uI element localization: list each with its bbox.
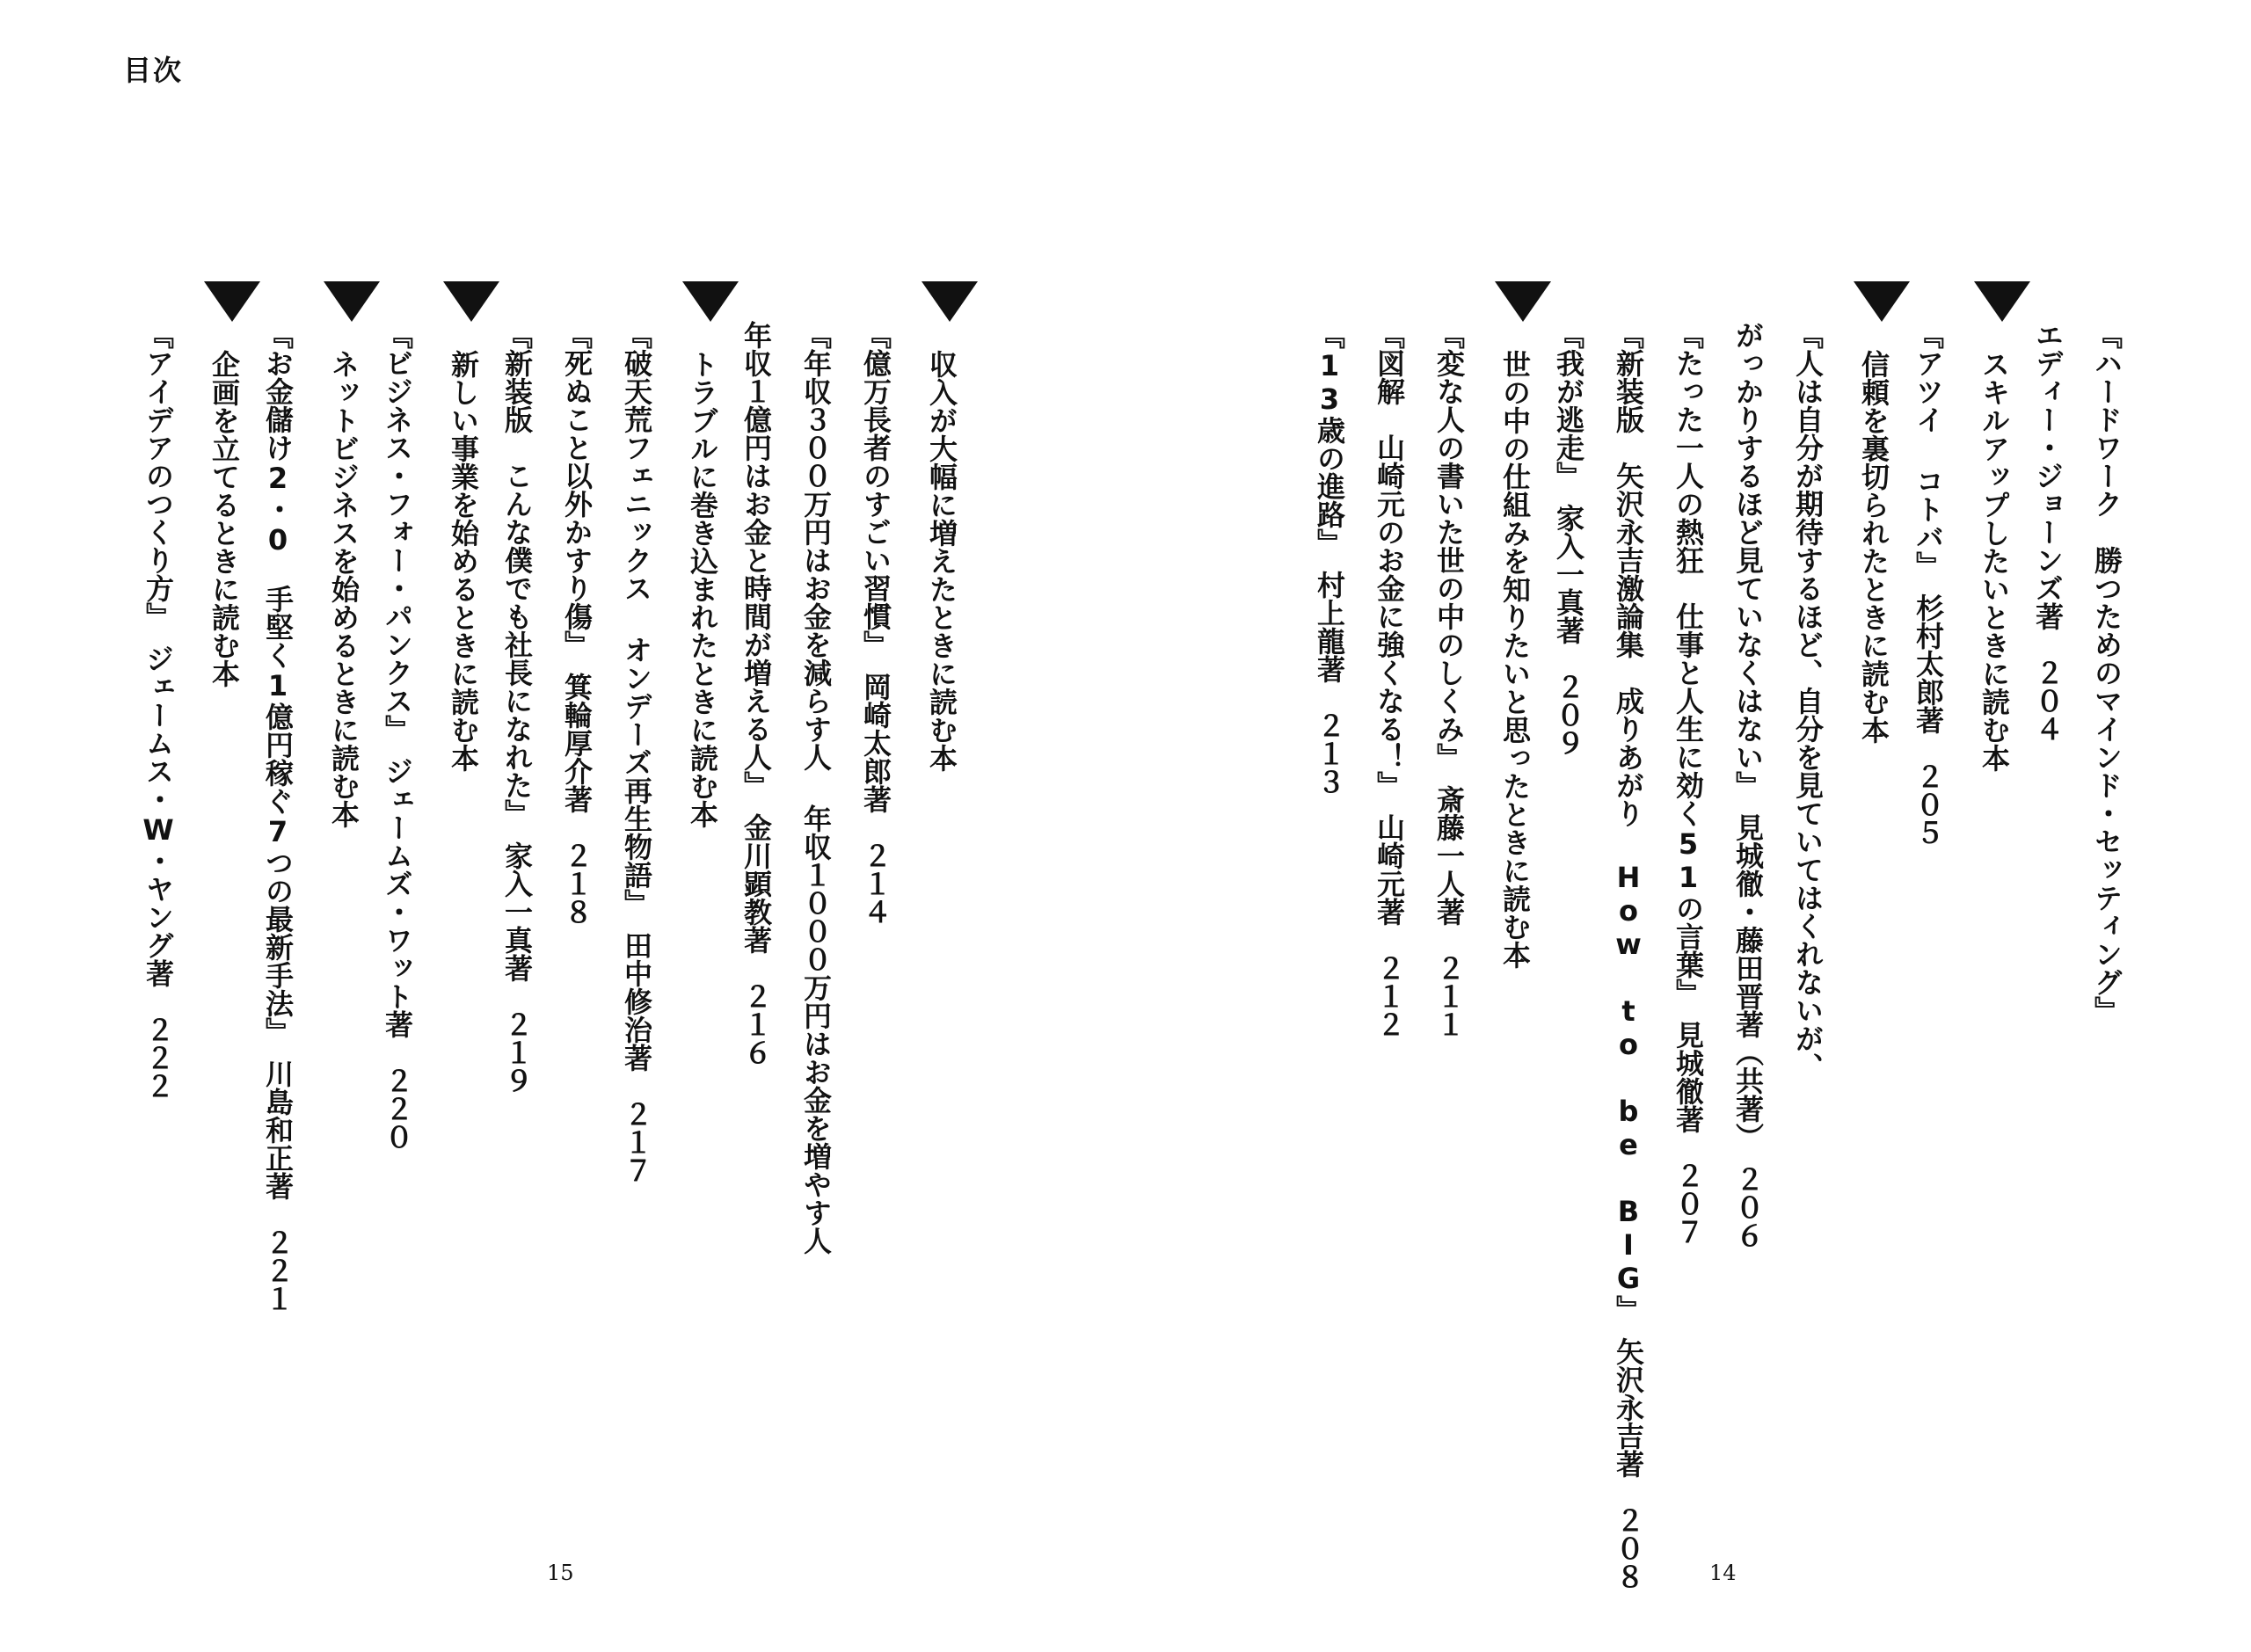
- triangle-marker-icon: [1495, 281, 1551, 322]
- toc-entry: 『13歳の進路』 村上龍著 ２１３: [1313, 321, 1346, 796]
- triangle-marker-icon: [1854, 281, 1910, 322]
- toc-section-heading: 信頼を裏切られたときに読む本: [1854, 281, 1910, 744]
- toc-section-heading: ネットビジネスを始めるときに読む本: [324, 281, 380, 828]
- toc-entry: 年収１億円はお金と時間が増える人』 金川顕教著 ２１６: [739, 321, 773, 1066]
- toc-entry: 『お金儲け2・0 手堅く1億円稼ぐ7つの最新手法』 川島和正著 ２２１: [261, 321, 295, 1313]
- triangle-marker-icon: [204, 281, 260, 322]
- toc-section-heading: 新しい事業を始めるときに読む本: [443, 281, 499, 772]
- toc-entry: 『ハードワーク 勝つためのマインド・セッティング』: [2090, 321, 2124, 1024]
- toc-entry: 『新装版 矢沢永吉激論集 成りあがり How to be BIG』 矢沢永吉著 ２０８: [1612, 321, 1645, 1590]
- toc-section-heading: トラブルに巻き込まれたときに読む本: [682, 281, 739, 828]
- toc-entry: 『破天荒フェニックス オンデーズ再生物語』 田中修治著 ２１７: [620, 321, 653, 1184]
- page-title: 目次: [123, 54, 184, 87]
- toc-entry: エディー・ジョーンズ著 ２０４: [2031, 321, 2065, 743]
- toc-entry: 『死ぬこと以外かすり傷』 箕輪厚介著 ２１８: [560, 321, 594, 926]
- toc-section-heading: 企画を立てるときに読む本: [204, 281, 260, 688]
- toc-entry: 『年収３００万円はお金を減らす人 年収１０００万円はお金を増やす人: [799, 321, 833, 1255]
- triangle-marker-icon: [443, 281, 499, 322]
- toc-section-heading: 世の中の仕組みを知りたいと思ったときに読む本: [1495, 281, 1551, 969]
- toc-entry: 『ビジネス・フォー・パンクス』 ジェームズ・ワット著 ２２０: [381, 321, 414, 1151]
- toc-entry: 『図解 山崎元のお金に強くなる！』 山崎元著 ２１２: [1373, 321, 1406, 1038]
- toc-entry: 『変な人の書いた世の中のしくみ』 斎藤一人著 ２１１: [1432, 321, 1466, 1038]
- toc-entry: 『我が逃走』 家入一真著 ２０９: [1552, 321, 1585, 757]
- toc-entry: 『アイデアのつくり方』 ジェームス・W・ヤング著 ２２２: [142, 321, 175, 1100]
- toc-section-heading: スキルアップしたいときに読む本: [1974, 281, 2030, 772]
- page-number-left: 15: [547, 1561, 574, 1585]
- page-number-right: 14: [1709, 1561, 1737, 1585]
- toc-entry: 『億万長者のすごい習慣』 岡崎太郎著 ２１４: [859, 321, 892, 926]
- triangle-marker-icon: [1974, 281, 2030, 322]
- toc-entry: 『新装版 こんな僕でも社長になれた』 家入一真著 ２１９: [500, 321, 534, 1095]
- triangle-marker-icon: [682, 281, 739, 322]
- toc-entry: 『アツイ コトバ』 杉村太郎著 ２０５: [1912, 321, 1945, 847]
- toc-entry: 『たった一人の熱狂 仕事と人生に効く51の言葉』 見城徹著 ２０７: [1672, 321, 1705, 1246]
- triangle-marker-icon: [324, 281, 380, 322]
- triangle-marker-icon: [922, 281, 978, 322]
- toc-entry: 『人は自分が期待するほど、自分を見ていてはくれないが、: [1791, 321, 1825, 1081]
- toc-entry: がっかりするほど見ていなくはない』 見城徹・藤田晋著（共著） ２０６: [1731, 321, 1765, 1249]
- toc-section-heading: 収入が大幅に増えたときに読む本: [922, 281, 978, 772]
